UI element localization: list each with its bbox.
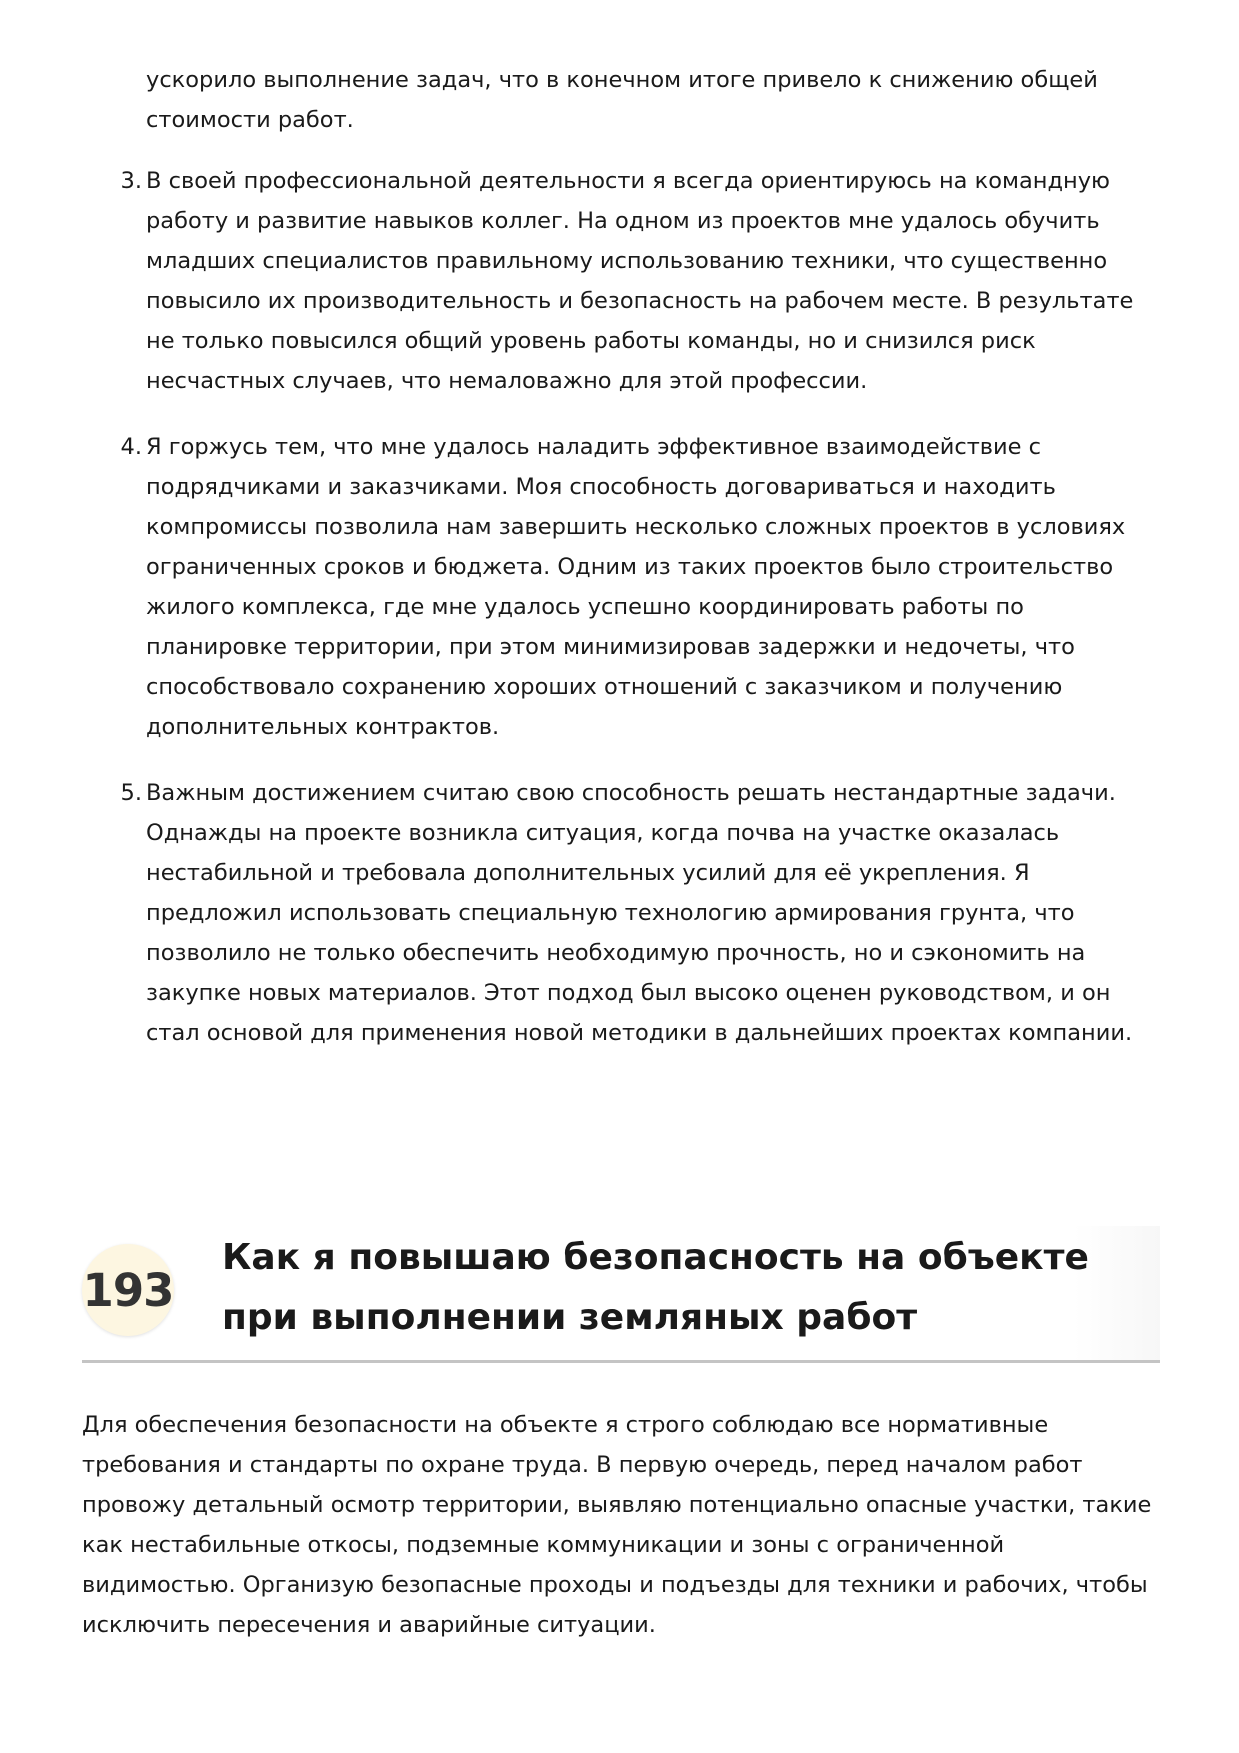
continuation-paragraph: ускорило выполнение задач, что в конечном итоге привело к снижению общей стоимости работ. [146, 67, 1098, 133]
list-item-number: 3. [120, 168, 142, 194]
section-title: Как я повышаю безопасность на объекте при выполнении земляных работ [222, 1237, 1089, 1338]
list-item-text: Я горжусь тем, что мне удалось наладить эффективное взаимодействие с подрядчиками и заказчиками. Моя способность договариваться и находить компромиссы позволила нам завершить несколько сложных проектов в условиях ограниченных сроков и бюджета. Одним из таких проектов было строительство жилого комплекса, где мне удалось успешно координировать работы по планировке территории, при этом минимизировав задержки и недочеты, что способствовало сохранению хороших отношений с заказчиком и получению дополнительных контрактов. [146, 434, 1126, 740]
answer-list [120, 161, 1156, 1079]
list-item [120, 161, 1156, 401]
section-body-paragraph: Для обеспечения безопасности на объекте я строго соблюдаю все нормативные требования и стандарты по охране труда. В первую очередь, перед началом работ провожу детальный осмотр территории, выявляю потенциально опасные участки, такие как нестабильные откосы, подземные коммуникации и зоны с ограниченной видимостью. Организую безопасные проходы и подъезды для техники и рабочих, чтобы исключить пересечения и аварийные ситуации. [82, 1412, 1152, 1638]
section-number-badge: 193 [82, 1244, 174, 1336]
list-item [120, 427, 1156, 747]
section-header [82, 1226, 1160, 1366]
list-item-text: Важным достижением считаю свою способность решать нестандартные задачи. Однажды на проекте возникла ситуация, когда почва на участке оказалась нестабильной и требовала дополнительных усилий для её укрепления. Я предложил использовать специальную технологию армирования грунта, что позволило не только обеспечить необходимую прочность, но и сэкономить на закупке новых материалов. Этот подход был высоко оценен руководством, и он стал основой для применения новой методики в дальнейших проектах компании. [146, 780, 1133, 1046]
list-item [120, 773, 1156, 1053]
list-item-number: 5. [120, 780, 142, 806]
list-item-number: 4. [120, 434, 142, 460]
list-item-text: В своей профессиональной деятельности я всегда ориентируюсь на командную работу и развитие навыков коллег. На одном из проектов мне удалось обучить младших специалистов правильному использованию техники, что существенно повысило их производительность и безопасность на рабочем месте. В результате не только повысился общий уровень работы команды, но и снизился риск несчастных случаев, что немаловажно для этой профессии. [146, 168, 1134, 394]
